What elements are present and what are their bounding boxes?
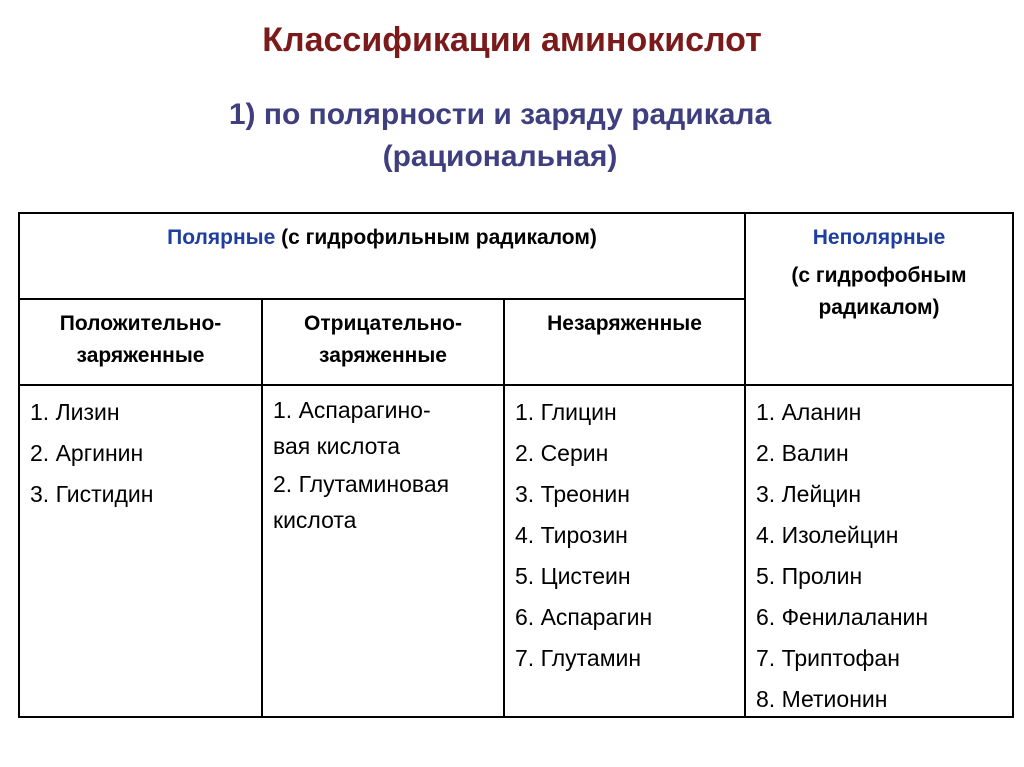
polar-header-label: Полярные xyxy=(167,226,276,249)
uncharged-header-line-1: Незаряженные xyxy=(547,312,702,335)
list-item xyxy=(273,466,503,538)
list-item: 5. Пролин xyxy=(756,563,863,589)
classification-table xyxy=(18,212,1014,718)
negative-header-line-2: заряженные xyxy=(319,344,447,367)
polar-header-rest: (с гидрофильным радикалом) xyxy=(275,226,597,249)
list-item-line: 1. Аспарагино- xyxy=(273,397,431,423)
list-item: 1. Аланин xyxy=(756,399,862,425)
negative-header xyxy=(263,308,503,372)
list-item: 2. Валин xyxy=(756,440,849,466)
list-item: 5. Цистеин xyxy=(515,563,631,589)
list-item: 7. Глутамин xyxy=(515,645,642,671)
list-item: 4. Тирозин xyxy=(515,522,628,548)
list-item: 6. Аспарагин xyxy=(515,604,653,630)
list-item: 7. Триптофан xyxy=(756,645,900,671)
polar-header xyxy=(20,222,744,254)
list-item: 1. Глицин xyxy=(515,399,617,425)
slide-title: Классификации аминокислот xyxy=(262,21,762,59)
slide-subtitle xyxy=(100,94,900,178)
list-item: 3. Гистидин xyxy=(30,481,154,507)
nonpolar-header xyxy=(746,222,1012,324)
nonpolar-list xyxy=(746,386,1012,720)
list-item: 3. Лейцин xyxy=(756,481,862,507)
list-item-line: вая кислота xyxy=(273,433,401,459)
list-item: 8. Метионин xyxy=(756,686,888,712)
list-item xyxy=(273,392,503,464)
subtitle-line-2: (рациональная) xyxy=(382,140,618,173)
negative-list xyxy=(263,386,503,538)
positive-header-line-1: Положительно- xyxy=(59,312,222,335)
list-item-line: кислота xyxy=(273,507,357,533)
subtitle-line-1: 1) по полярности и заряду радикала xyxy=(228,98,772,131)
positive-header-line-2: заряженные xyxy=(76,344,205,367)
list-item: 1. Лизин xyxy=(30,399,120,425)
nonpolar-header-line-2: (с гидрофобным xyxy=(791,264,967,287)
list-item-line: 2. Глутаминовая xyxy=(273,471,450,497)
table-divider xyxy=(20,298,744,300)
nonpolar-header-label: Неполярные xyxy=(812,226,946,249)
nonpolar-header-line-3: радикалом) xyxy=(818,296,940,319)
uncharged-header xyxy=(505,308,744,340)
list-item: 6. Фенилаланин xyxy=(756,604,929,630)
uncharged-list xyxy=(505,386,744,679)
list-item: 4. Изолейцин xyxy=(756,522,899,548)
list-item: 2. Аргинин xyxy=(30,440,144,466)
list-item: 3. Треонин xyxy=(515,481,630,507)
positive-header xyxy=(20,308,261,372)
positive-list xyxy=(20,386,261,515)
negative-header-line-1: Отрицательно- xyxy=(304,312,462,335)
list-item: 2. Серин xyxy=(515,440,609,466)
